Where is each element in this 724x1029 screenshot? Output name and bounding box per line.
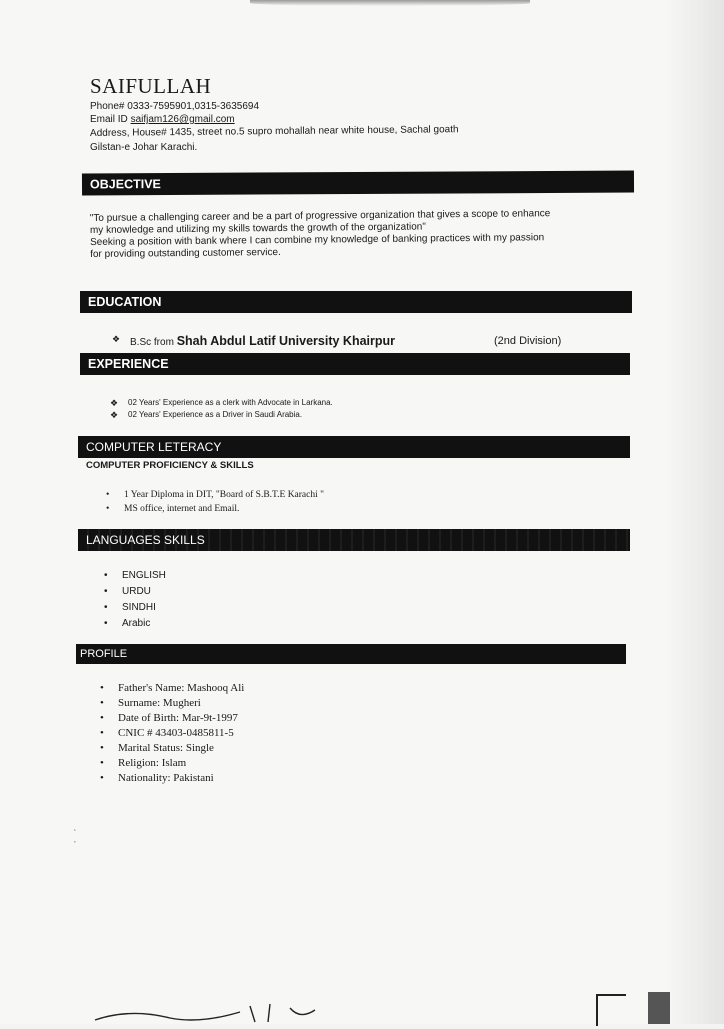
profile-list (118, 681, 244, 786)
objective-text (90, 207, 622, 261)
email-label: Email ID (90, 114, 131, 125)
profile-surname: • Surname: Mugheri (118, 696, 244, 711)
email-line (90, 114, 235, 126)
objective-line-4: for providing outstanding customer service. (90, 247, 281, 260)
education-heading: EDUCATION (80, 291, 632, 313)
scan-speck: ‘ (74, 828, 76, 837)
objective-line-2: my knowledge and utilizing my skills towards the growth of the organization" (89, 221, 426, 237)
computer-heading: COMPUTER LETERACY (78, 436, 630, 458)
profile-father-name: • Father's Name: Mashooq Ali (118, 681, 244, 696)
profile-nationality: • Nationality: Pakistani (118, 771, 244, 786)
address-line-1: Address, House# 1435, street no.5 supro mohallah near white house, Sachal goath (89, 124, 459, 139)
institution-name: Shah Abdul Latif University Khairpur (176, 334, 395, 348)
languages-heading: LANGUAGES SKILLS (78, 529, 630, 551)
languages-list (122, 568, 166, 632)
signature-icon (90, 1000, 510, 1024)
scan-shadow-right (666, 0, 724, 1024)
scan-speck: ’ (74, 840, 76, 849)
experience-list (128, 397, 333, 421)
stamp-mark (596, 994, 626, 1026)
computer-skill-2: • MS office, internet and Email. (124, 502, 324, 516)
phone-line: Phone# 0333-7595901,0315-3635694 (90, 101, 260, 112)
division-text: (2nd Division) (494, 335, 562, 347)
experience-item-1: ❖ 02 Years' Experience as a clerk with Advocate in Larkana. (128, 397, 333, 409)
profile-date-of-birth: • Date of Birth: Mar-9t-1997 (118, 711, 244, 726)
education-item (130, 334, 395, 348)
language-urdu: • URDU (122, 584, 166, 600)
profile-cnic: • CNIC # 43403-0485811-5 (118, 726, 244, 741)
experience-item-2: ❖ 02 Years' Experience as a Driver in Saudi Arabia. (128, 409, 333, 421)
computer-subheading: COMPUTER PROFICIENCY & SKILLS (86, 460, 254, 471)
address-line-2: Gilstan-e Johar Karachi. (90, 142, 198, 153)
language-sindhi: • SINDHI (122, 600, 166, 616)
applicant-name: SAIFULLAH (90, 74, 212, 98)
objective-heading: OBJECTIVE (82, 171, 634, 196)
degree-text: B.Sc from (130, 337, 177, 348)
computer-skills-list (124, 488, 324, 516)
computer-skill-1: • 1 Year Diploma in DIT, "Board of S.B.T.E Karachi " (124, 488, 324, 502)
profile-marital-status: • Marital Status: Single (118, 741, 244, 756)
education-list (130, 334, 395, 348)
objective-line-1: "To pursue a challenging career and be a part of progressive organization that gives a scope to enhance (89, 208, 551, 225)
experience-heading: EXPERIENCE (80, 353, 630, 375)
email-link[interactable]: saifjam126@gmail.com (130, 114, 235, 125)
scan-shadow-top (250, 0, 530, 6)
corner-stamp (648, 992, 670, 1024)
signature-scribble (90, 1000, 510, 1029)
objective-line-3: Seeking a position with bank where I can combine my knowledge of banking practices with my passion (90, 232, 545, 248)
language-english: • ENGLISH (122, 568, 166, 584)
language-arabic: • Arabic (122, 616, 166, 632)
profile-heading: PROFILE (76, 644, 626, 664)
profile-religion: • Religion: Islam (118, 756, 244, 771)
